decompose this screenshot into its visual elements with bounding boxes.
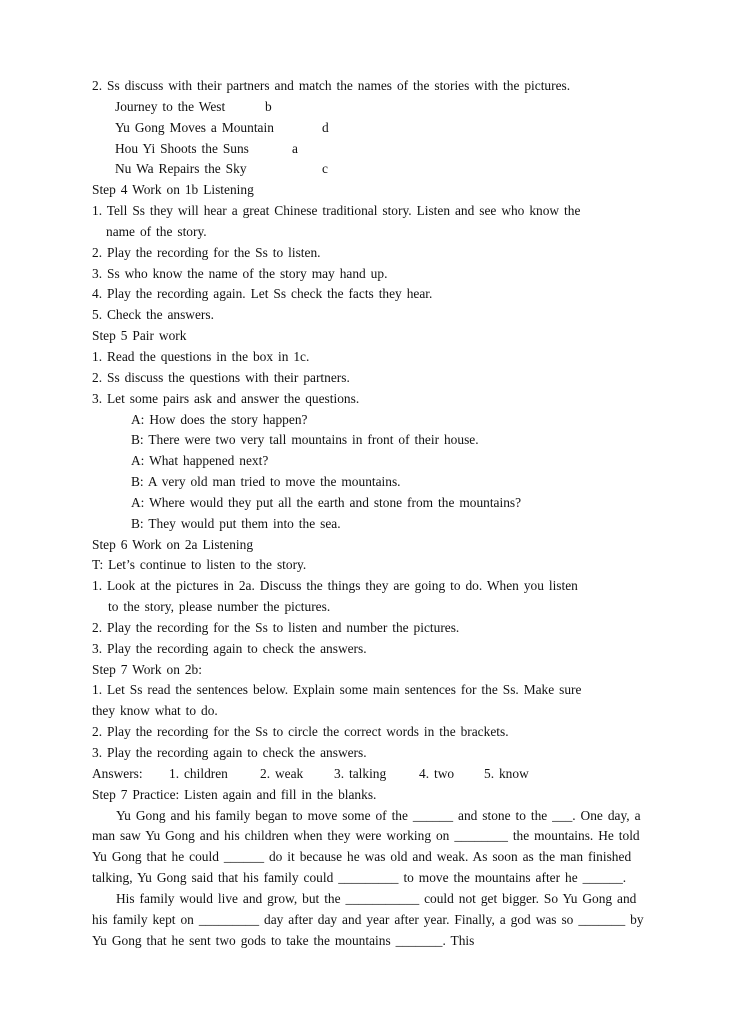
answers-label: Answers: xyxy=(92,765,143,781)
step7-item: 1. Let Ss read the sentences below. Explain some main sentences for the Ss. Make sure xyxy=(92,682,582,698)
step5-item: 3. Let some pairs ask and answer the questions. xyxy=(92,390,360,406)
step6-item-continuation: to the story, please number the pictures. xyxy=(108,599,331,615)
match-row xyxy=(92,139,652,160)
step6-item: 3. Play the recording again to check the answers. xyxy=(92,640,367,656)
answer-item: 3. talking xyxy=(334,765,387,781)
cloze-paragraph: His family would live and grow, but the ___________ could not get bigger. So Yu Gong and his family kept on _________ day after day and year after year. Finally, a god was so _______ by Yu Gong that he sent two gods to take the mountains _______. This xyxy=(92,890,644,948)
match-story: Journey to the West xyxy=(115,98,226,114)
match-story: Yu Gong Moves a Mountain xyxy=(115,119,274,135)
answers-row xyxy=(92,764,652,785)
match-row xyxy=(92,97,652,118)
step3-item-2: 2. Ss discuss with their partners and match the names of the stories with the pictures. xyxy=(92,78,571,93)
step5-item: 2. Ss discuss the questions with their partners. xyxy=(92,369,350,385)
dialogue-line: B: They would put them into the sea. xyxy=(131,515,341,531)
step4-item-continuation: name of the story. xyxy=(106,223,207,239)
match-letter: c xyxy=(322,161,328,177)
match-letter: d xyxy=(322,119,329,135)
match-story: Nu Wa Repairs the Sky xyxy=(115,161,247,177)
answer-item: 4. two xyxy=(419,765,455,781)
step5-item: 1. Read the questions in the box in 1c. xyxy=(92,348,310,364)
step6-item: 2. Play the recording for the Ss to listen and number the pictures. xyxy=(92,619,460,635)
document-page xyxy=(92,76,652,951)
practice-heading: Step 7 Practice: Listen again and fill in the blanks. xyxy=(92,786,377,802)
match-letter: a xyxy=(292,140,298,156)
step5-heading: Step 5 Pair work xyxy=(92,328,187,344)
dialogue-line: A: Where would they put all the earth and stone from the mountains? xyxy=(131,494,522,510)
step4-item: 3. Ss who know the name of the story may hand up. xyxy=(92,265,388,281)
answer-item: 5. know xyxy=(484,765,529,781)
dialogue-line: B: A very old man tried to move the mountains. xyxy=(131,474,401,490)
cloze-paragraph: Yu Gong and his family began to move some of the ______ and stone to the ___. One day, a man saw Yu Gong and his children when they were working on ________ the mountains. He told Yu Gong that he could ______ do it because he was old and weak. As soon as the man finished talking, Yu Gong said that his family could _________ to move the mountains after he ______. xyxy=(92,807,641,886)
match-row xyxy=(92,159,652,180)
step7-item: 2. Play the recording for the Ss to circle the correct words in the brackets. xyxy=(92,724,509,740)
match-story: Hou Yi Shoots the Suns xyxy=(115,140,249,156)
answer-item: 2. weak xyxy=(260,765,304,781)
step6-item: 1. Look at the pictures in 2a. Discuss the things they are going to do. When you listen xyxy=(92,578,578,594)
step6-intro: T: Let’s continue to listen to the story. xyxy=(92,557,307,573)
step6-heading: Step 6 Work on 2a Listening xyxy=(92,536,254,552)
answer-item: 1. children xyxy=(169,765,228,781)
step7-item-continuation: they know what to do. xyxy=(92,703,218,719)
step4-item: 2. Play the recording for the Ss to listen. xyxy=(92,244,321,260)
step7-heading: Step 7 Work on 2b: xyxy=(92,661,202,677)
dialogue-line: A: How does the story happen? xyxy=(131,411,308,427)
dialogue-line: A: What happened next? xyxy=(131,453,269,469)
match-letter: b xyxy=(265,98,272,114)
step4-heading: Step 4 Work on 1b Listening xyxy=(92,182,254,198)
match-row xyxy=(92,118,652,139)
step4-item: 5. Check the answers. xyxy=(92,307,214,323)
step4-item: 1. Tell Ss they will hear a great Chinese traditional story. Listen and see who know the xyxy=(92,203,581,219)
step4-item: 4. Play the recording again. Let Ss check the facts they hear. xyxy=(92,286,433,302)
dialogue-line: B: There were two very tall mountains in front of their house. xyxy=(131,432,479,448)
step7-item: 3. Play the recording again to check the answers. xyxy=(92,745,367,760)
